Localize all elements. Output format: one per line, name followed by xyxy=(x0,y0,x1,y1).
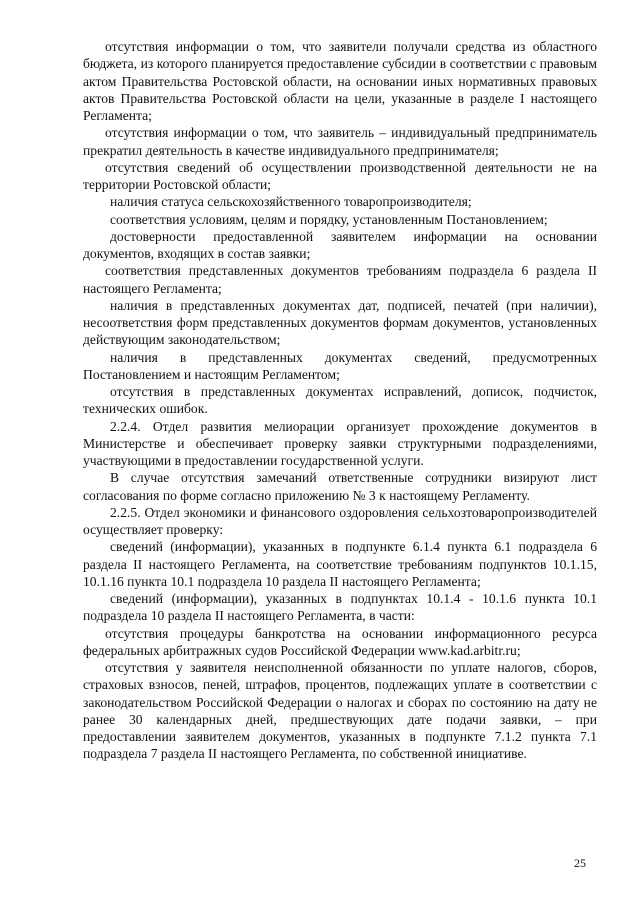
paragraph: наличия в представленных документах дат, подписей, печатей (при наличии), несоответствия форм представленных документов формам документов, установленных действующим законодательством; xyxy=(83,297,597,348)
paragraph: отсутствия информации о том, что заявитель – индивидуальный предприниматель прекратил деятельность в качестве индивидуального предпринимателя; xyxy=(83,125,597,158)
section-2-2-5: 2.2.5. Отдел экономики и финансового оздоровления сельхозтоваропроизводителей осуществляет проверку: xyxy=(83,504,597,537)
paragraph: достоверности предоставленной заявителем информации на основании документов, входящих в состав заявки; xyxy=(83,228,597,261)
paragraph: сведений (информации), указанных в подпунктах 10.1.4 - 10.1.6 пункта 10.1 подраздела 10 раздела II настоящего Регламента, в части: xyxy=(83,591,597,624)
paragraph: сведений (информации), указанных в подпункте 6.1.4 пункта 6.1 подраздела 6 раздела II настоящего Регламента, на соответствие требованиям подпунктов 10.1.15, 10.1.16 пункта 10.1 подраздела 10 раздела II настоящего Регламента; xyxy=(83,539,597,589)
paragraph: соответствия представленных документов требованиям подраздела 6 раздела II настоящего Регламента; xyxy=(83,263,597,296)
paragraph: В случае отсутствия замечаний ответственные сотрудники визируют лист согласования по форме согласно приложению № 3 к настоящему Регламенту. xyxy=(83,470,597,503)
paragraph: отсутствия сведений об осуществлении производственной деятельности не на территории Ростовской области; xyxy=(83,159,597,192)
paragraph: наличия в представленных документах сведений, предусмотренных Постановлением и настоящим Регламентом; xyxy=(83,349,597,382)
paragraph: отсутствия в представленных документах исправлений, дописок, подчисток, технических ошибок. xyxy=(83,384,597,417)
paragraph: отсутствия у заявителя неисполненной обязанности по уплате налогов, сборов, страховых взносов, пеней, штрафов, процентов, подлежащих уплате в соответствии с законодательством Российской Федерации о налогах и сборах по состоянию на дату не ранее 30 календарных дней, предшествующих дате подачи заявки, – при предоставлении заявителем документов, указанных в подпункте 7.1.2 пункта 7.1 подраздела 7 раздела II настоящего Регламента, по собственной инициативе. xyxy=(83,660,597,762)
section-2-2-4: 2.2.4. Отдел развития мелиорации организует прохождение документов в Министерстве и обеспечивает проверку заявки структурными подразделениями, участвующими в предоставлении государственной услуги. xyxy=(83,418,597,468)
page-number: 25 xyxy=(574,856,586,870)
document-body xyxy=(83,38,597,763)
paragraph: отсутствия информации о том, что заявители получали средства из областного бюджета, из которого планируется предоставление субсидии в соответствии с правовым актом Правительства Ростовской области, на основании иных нормативных правовых актов Правительства Ростовской области на цели, указанные в разделе I настоящего Регламента; xyxy=(83,39,597,123)
paragraph: отсутствия процедуры банкротства на основании информационного ресурса федеральных арбитражных судов Российской Федерации www.kad.arbitr.ru; xyxy=(83,625,597,658)
paragraph: наличия статуса сельскохозяйственного товаропроизводителя; xyxy=(110,194,472,210)
paragraph: соответствия условиям, целям и порядку, установленным Постановлением; xyxy=(110,211,548,227)
